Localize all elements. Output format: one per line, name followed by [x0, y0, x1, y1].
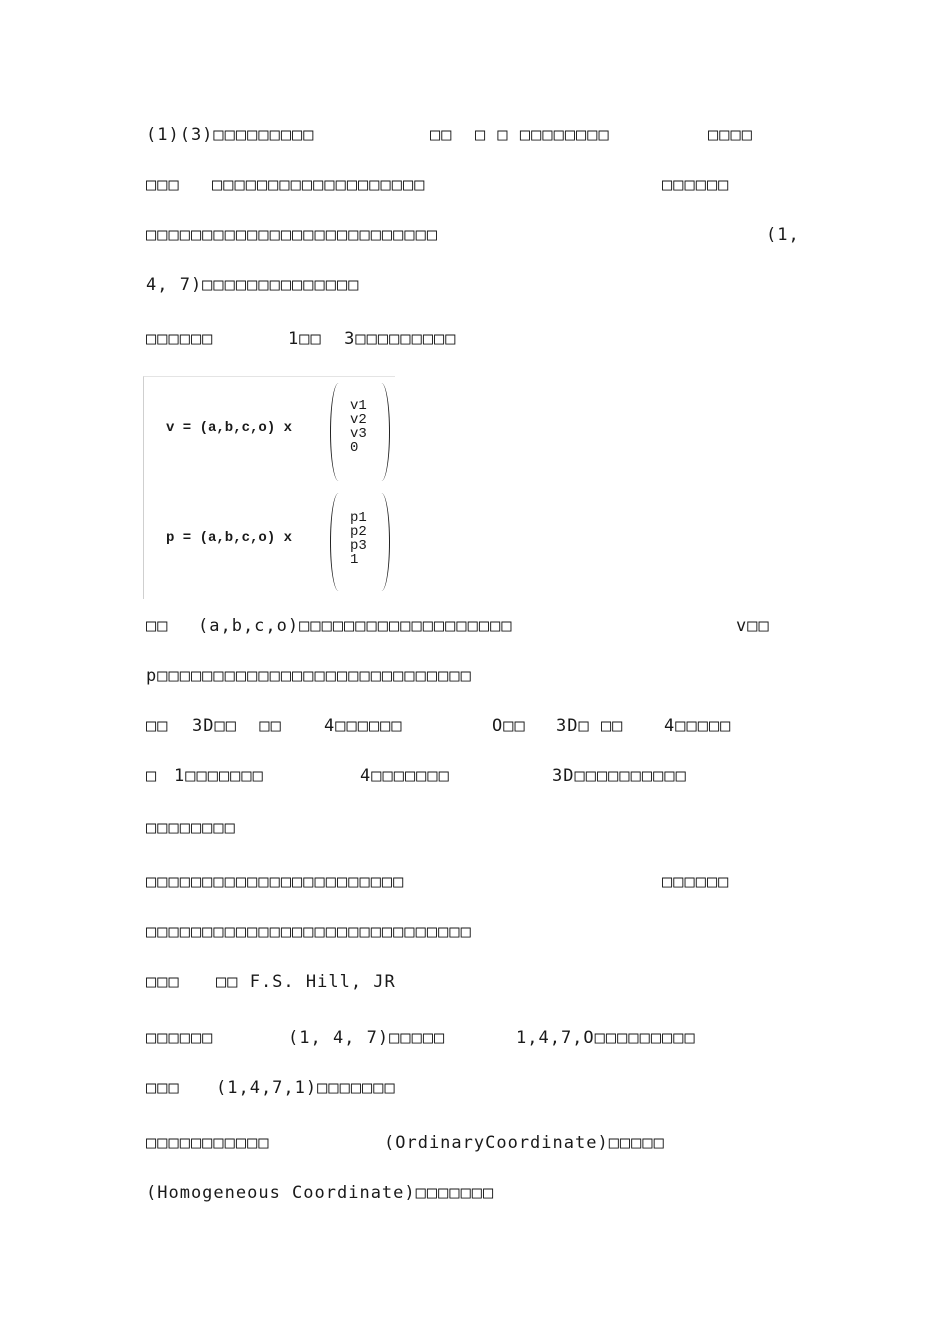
- text-segment: 4□□□□□□□: [360, 766, 450, 786]
- text-segment: (a,b,c,o)□□□□□□□□□□□□□□□□□□□: [198, 616, 513, 636]
- text-segment: □□ □ □ □□□□□□□□: [430, 125, 610, 145]
- text-segment: □□□□: [708, 125, 753, 145]
- text-segment: □□□□□□: [662, 872, 730, 892]
- text-segment: (1, 4, 7)□□□□□: [288, 1028, 446, 1048]
- text-segment: □□□□□□□□□□□□□□□□□□□: [212, 175, 426, 195]
- vector-p-entry: p3: [350, 538, 367, 554]
- text-segment: 4□□□□□: [664, 716, 732, 736]
- text-segment: □□□□□□□□□□□□□□□□□□□□□□□: [146, 872, 405, 892]
- right-paren-p: [373, 493, 390, 591]
- text-segment: (1,4,7,1)□□□□□□□: [216, 1078, 396, 1098]
- text-segment: 1□□ 3□□□□□□□□□: [288, 329, 457, 349]
- text-segment: 3D□ □□: [556, 716, 624, 736]
- text-segment: □: [146, 766, 158, 786]
- text-segment: O□□: [492, 716, 526, 736]
- text-segment: □□: [146, 716, 169, 736]
- text-segment: v□□: [736, 616, 770, 636]
- equation-p-lhs: p = (a,b,c,o) x: [166, 530, 293, 546]
- text-segment: p□□□□□□□□□□□□□□□□□□□□□□□□□□□□: [146, 666, 472, 686]
- text-segment: (OrdinaryCoordinate)□□□□□: [384, 1133, 665, 1153]
- text-segment: 1,4,7,O□□□□□□□□□: [516, 1028, 696, 1048]
- vector-p-entry: p1: [350, 510, 367, 526]
- text-segment: (1,: [766, 225, 800, 245]
- text-segment: □□□□□□: [146, 1028, 214, 1048]
- text-segment: □□ F.S. Hill, JR: [216, 972, 396, 992]
- text-segment: □□□□□□□□□□□: [146, 1133, 270, 1153]
- vector-v-entry: v1: [350, 398, 367, 414]
- left-paren-v: [330, 383, 347, 481]
- text-segment: □□□□□□□□□□□□□□□□□□□□□□□□□□□□□: [146, 922, 472, 942]
- text-segment: □□□: [146, 175, 180, 195]
- text-segment: □□□□□□□□: [146, 818, 236, 838]
- text-segment: □□□: [146, 1078, 180, 1098]
- vector-p-entry: p2: [350, 524, 367, 540]
- text-segment: □□: [146, 616, 169, 636]
- text-segment: □□□□□□: [146, 329, 214, 349]
- vector-p: [350, 511, 367, 567]
- equation-v-lhs: v = (a,b,c,o) x: [166, 420, 293, 436]
- text-segment: 4, 7)□□□□□□□□□□□□□□: [146, 275, 360, 295]
- text-segment: (1)(3)□□□□□□□□□: [146, 125, 315, 145]
- text-segment: (Homogeneous Coordinate)□□□□□□□: [146, 1183, 495, 1203]
- left-paren-p: [330, 493, 347, 591]
- text-segment: □□□□□□: [662, 175, 730, 195]
- text-segment: 1□□□□□□□: [174, 766, 264, 786]
- text-segment: □□□: [146, 972, 180, 992]
- vector-p-entry: 1: [350, 552, 359, 568]
- right-paren-v: [373, 383, 390, 481]
- vector-v-entry: v3: [350, 426, 367, 442]
- vector-v-entry: 0: [350, 440, 359, 456]
- text-segment: 3D□□ □□: [192, 716, 282, 736]
- text-segment: 4□□□□□□: [324, 716, 403, 736]
- equation-figure: [143, 376, 395, 599]
- text-segment: 3D□□□□□□□□□□: [552, 766, 687, 786]
- vector-v-entry: v2: [350, 412, 367, 428]
- vector-v: [350, 399, 367, 455]
- text-segment: □□□□□□□□□□□□□□□□□□□□□□□□□□: [146, 225, 439, 245]
